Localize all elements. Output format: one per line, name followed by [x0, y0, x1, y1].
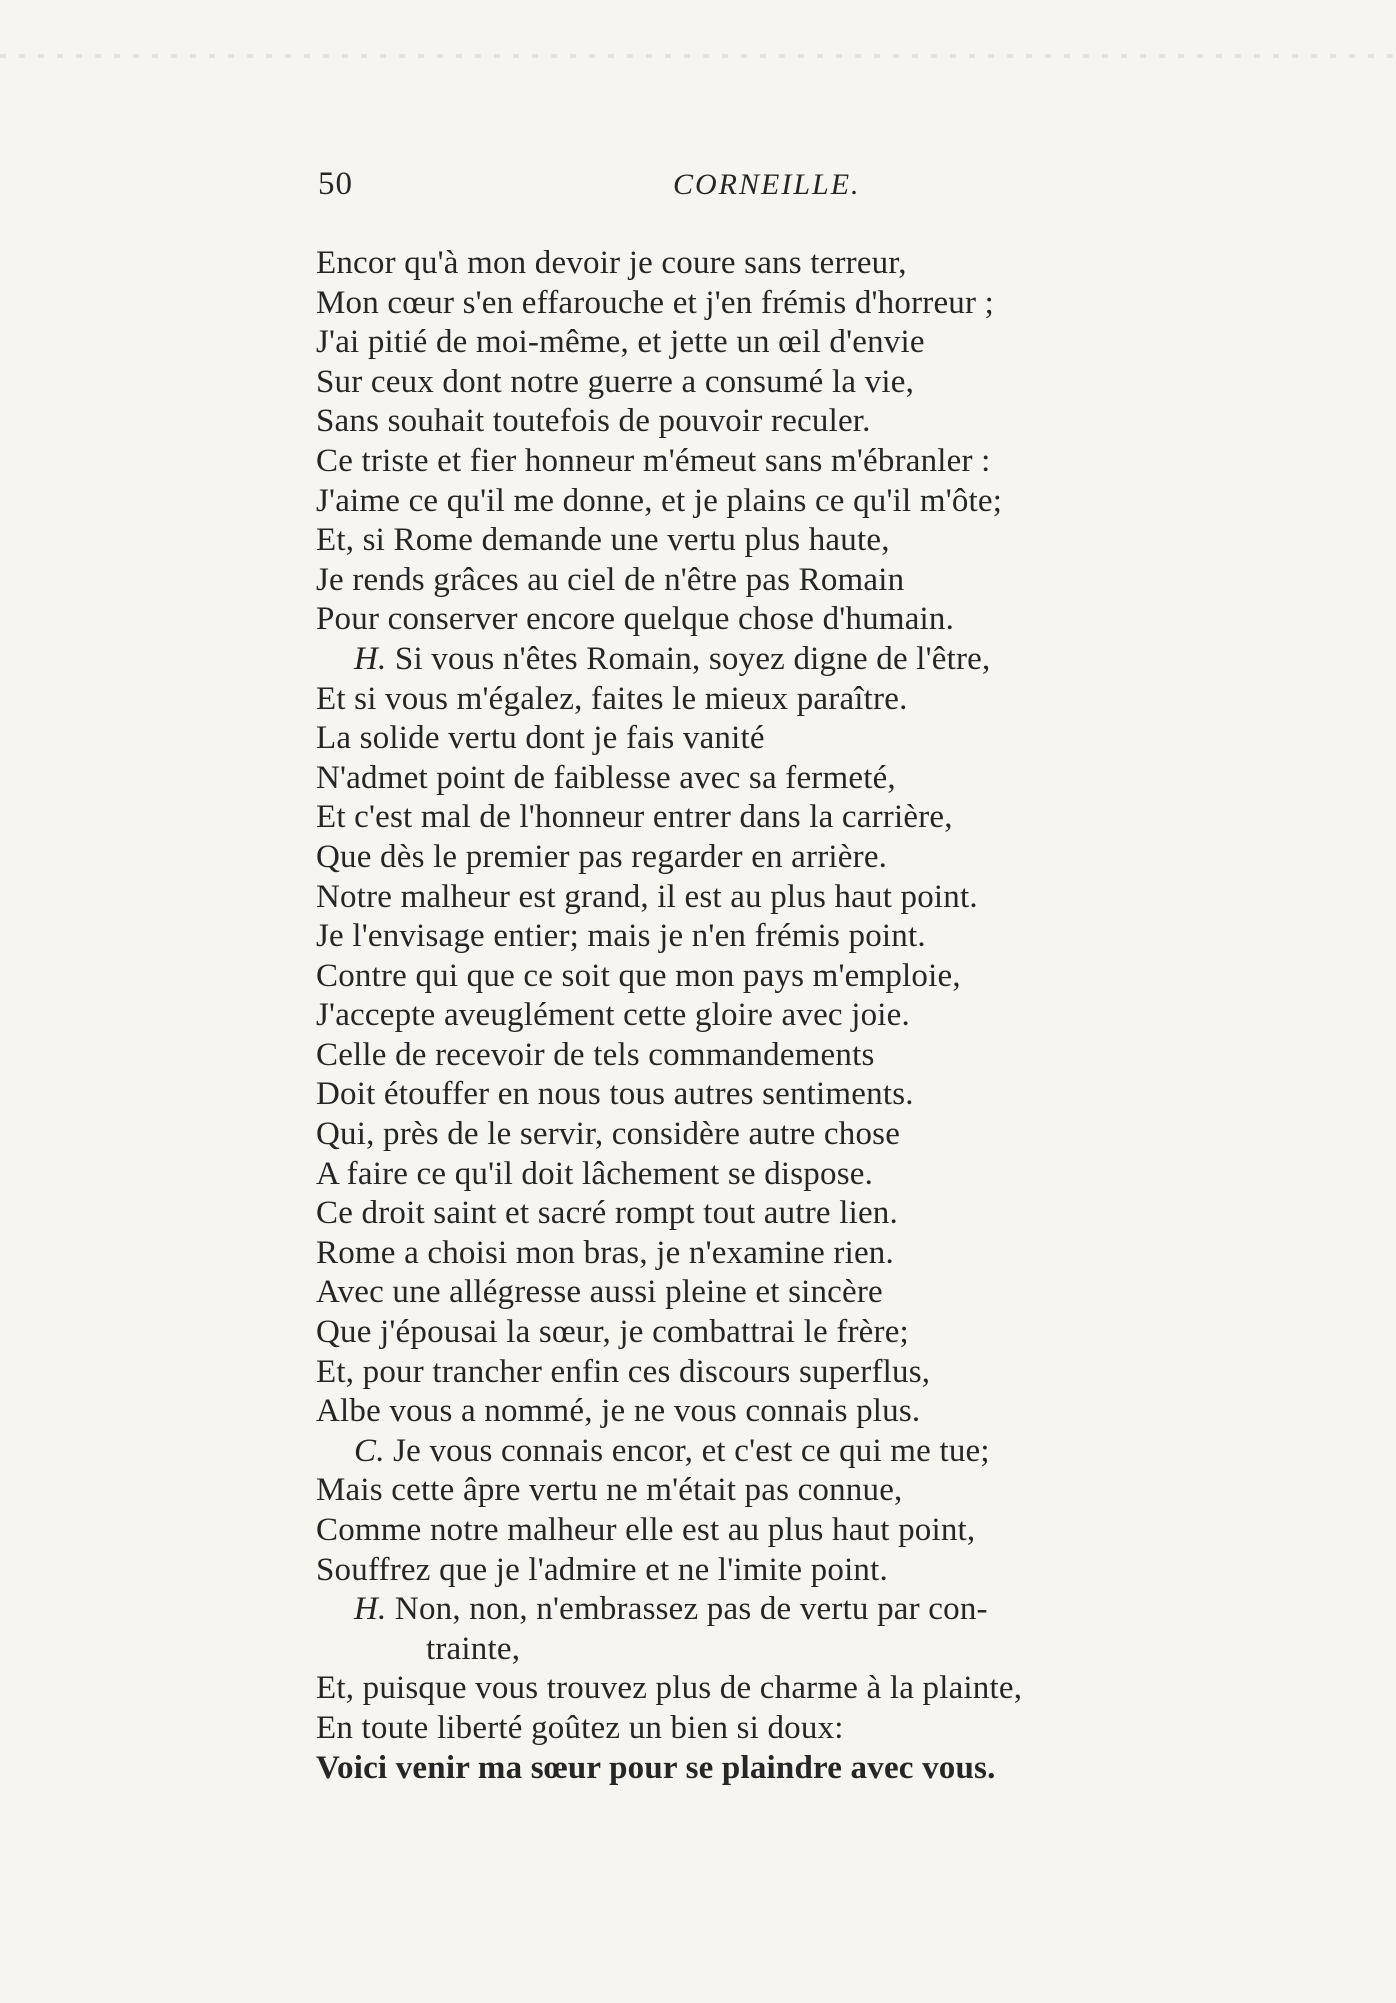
- verse-line-text: Que dès le premier pas regarder en arrière.: [316, 838, 888, 875]
- verse-line: [316, 1392, 1286, 1432]
- verse-line: [316, 1551, 1286, 1591]
- verse-line-text: Pour conserver encore quelque chose d'humain.: [316, 601, 955, 638]
- verse-line: [316, 244, 1286, 284]
- verse-line-text: Celle de recevoir de tels commandements: [316, 1036, 875, 1073]
- verse-line: [316, 640, 1286, 680]
- verse-line: [316, 917, 1286, 957]
- page-header: [318, 166, 1138, 210]
- verse-line-text: A faire ce qu'il doit lâchement se dispose.: [316, 1155, 874, 1192]
- verse-line: [316, 442, 1286, 482]
- verse-line-text: Si vous n'êtes Romain, soyez digne de l'être,: [386, 640, 991, 677]
- verse-line-text: Mais cette âpre vertu ne m'était pas connue,: [316, 1472, 903, 1509]
- verse-line-text: Rome a choisi mon bras, je n'examine rien.: [316, 1234, 894, 1271]
- verse-line-text: Comme notre malheur elle est au plus haut point,: [316, 1512, 976, 1548]
- verse-line: [316, 1669, 1286, 1709]
- verse-line-text: Encor qu'à mon devoir je coure sans terreur,: [316, 245, 907, 281]
- verse-line: [316, 680, 1286, 720]
- verse-line-text: Voici venir ma sœur pour se plaindre avec vous.: [316, 1749, 996, 1786]
- speaker-label: C.: [354, 1432, 385, 1469]
- verse-line: [316, 798, 1286, 838]
- verse-line-text: Albe vous a nommé, je ne vous connais plus.: [316, 1393, 921, 1430]
- verse-line-text: trainte,: [426, 1630, 521, 1667]
- verse-line-text: Souffrez que je l'admire et ne l'imite point.: [316, 1551, 888, 1588]
- verse-line: [316, 1353, 1286, 1393]
- verse-line: [316, 1432, 1286, 1472]
- speaker-label: H.: [354, 640, 387, 677]
- verse-line-text: J'accepte aveuglément cette gloire avec joie.: [316, 997, 910, 1034]
- verse-line-text: Non, non, n'embrassez pas de vertu par con-: [386, 1591, 988, 1628]
- verse-line-text: Et c'est mal de l'honneur entrer dans la carrière,: [316, 799, 953, 836]
- verse-line-text: Et, si Rome demande une vertu plus haute,: [316, 522, 890, 559]
- verse-line-text: Doit étouffer en nous tous autres sentiments.: [316, 1076, 914, 1113]
- verse-line: [316, 1194, 1286, 1234]
- verse-line: [316, 561, 1286, 601]
- verse-line: [316, 1036, 1286, 1076]
- verse-line-text: Sans souhait toutefois de pouvoir reculer.: [316, 403, 871, 440]
- verse-line-text: Et, pour trancher enfin ces discours superflus,: [316, 1353, 931, 1390]
- verse-line: [316, 957, 1286, 997]
- verse-line: [316, 521, 1286, 561]
- verse-line-text: Je l'envisage entier; mais je n'en frémis point.: [316, 918, 926, 955]
- verse-line-text: Qui, près de le servir, considère autre chose: [316, 1116, 901, 1153]
- verse-line: [316, 759, 1286, 799]
- verse-line-text: Mon cœur s'en effarouche et j'en frémis d'horreur ;: [316, 284, 995, 321]
- verse-line-text: Que j'épousai la sœur, je combattrai le frère;: [316, 1314, 909, 1351]
- verse-line: [316, 1313, 1286, 1353]
- verse-line: [316, 363, 1286, 403]
- verse-line: [316, 996, 1286, 1036]
- page-number: 50: [318, 166, 353, 202]
- verse-line-text: Avec une allégresse aussi pleine et sincère: [316, 1274, 883, 1311]
- verse-line: [316, 284, 1286, 324]
- verse-text: [316, 244, 1286, 1788]
- scan-artifact: [0, 54, 1396, 58]
- verse-line: [316, 402, 1286, 442]
- verse-line: [316, 1155, 1286, 1195]
- verse-line: [316, 1590, 1286, 1630]
- verse-line-text: Je vous connais encor, et c'est ce qui me tue;: [384, 1432, 990, 1469]
- verse-line: [316, 600, 1286, 640]
- verse-line: [316, 1630, 1286, 1670]
- verse-line-text: Notre malheur est grand, il est au plus haut point.: [316, 878, 978, 915]
- verse-line: [316, 1115, 1286, 1155]
- verse-line: [316, 1075, 1286, 1115]
- verse-line-text: La solide vertu dont je fais vanité: [316, 720, 765, 757]
- verse-line: [316, 1511, 1286, 1551]
- verse-line-text: Et, puisque vous trouvez plus de charme à la plainte,: [316, 1670, 1023, 1707]
- verse-line-text: Contre qui que ce soit que mon pays m'emploie,: [316, 957, 961, 994]
- verse-line-text: J'ai pitié de moi-même, et jette un œil d'envie: [316, 324, 925, 361]
- verse-line-text: Et si vous m'égalez, faites le mieux paraître.: [316, 680, 908, 717]
- verse-line-text: En toute liberté goûtez un bien si doux:: [316, 1709, 844, 1746]
- verse-line: [316, 1709, 1286, 1749]
- verse-line: [316, 1273, 1286, 1313]
- verse-line-text: Ce triste et fier honneur m'émeut sans m'ébranler :: [316, 442, 991, 479]
- verse-line: [316, 838, 1286, 878]
- verse-line-text: J'aime ce qu'il me donne, et je plains ce qu'il m'ôte;: [316, 482, 1003, 519]
- verse-line: [316, 719, 1286, 759]
- verse-line: [316, 1749, 1286, 1789]
- verse-line: [316, 482, 1286, 522]
- verse-line-text: Sur ceux dont notre guerre a consumé la vie,: [316, 363, 915, 400]
- verse-line-text: Je rends grâces au ciel de n'être pas Romain: [316, 561, 905, 598]
- running-head: CORNEILLE.: [673, 168, 861, 201]
- verse-line: [316, 1471, 1286, 1511]
- verse-line-text: Ce droit saint et sacré rompt tout autre lien.: [316, 1195, 898, 1232]
- verse-line: [316, 323, 1286, 363]
- verse-line: [316, 1234, 1286, 1274]
- verse-line-text: N'admet point de faiblesse avec sa fermeté,: [316, 759, 896, 796]
- verse-line: [316, 878, 1286, 918]
- speaker-label: H.: [354, 1591, 387, 1628]
